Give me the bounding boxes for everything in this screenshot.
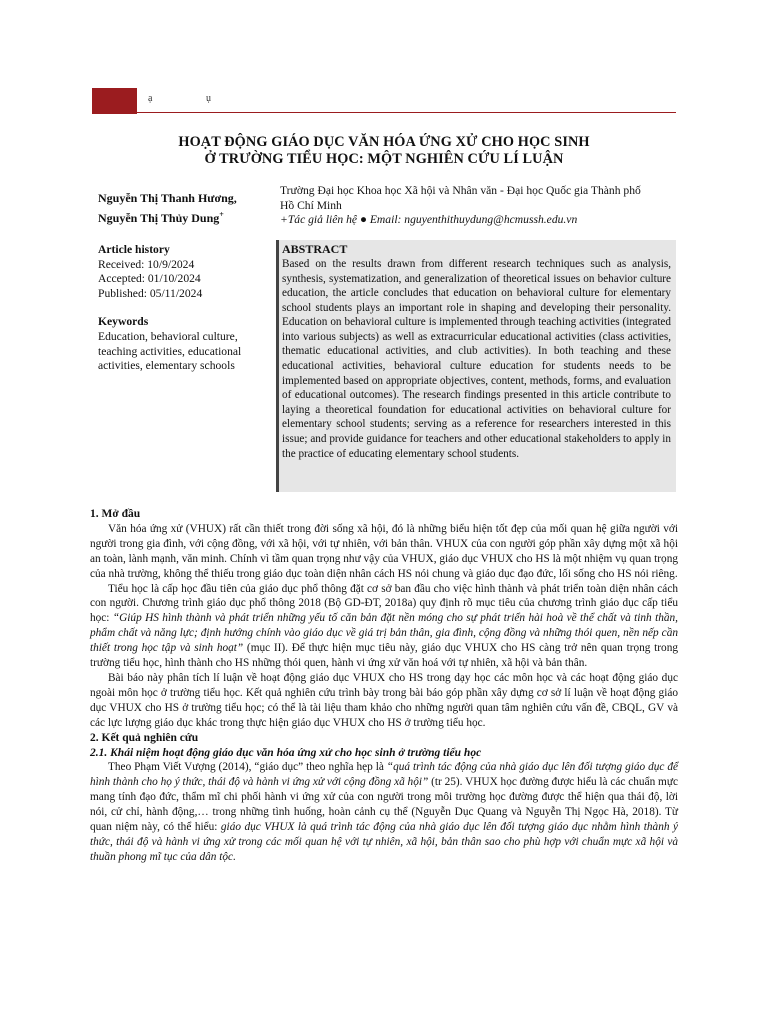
author-list	[98, 191, 273, 226]
title-line-1: HOẠT ĐỘNG GIÁO DỤC VĂN HÓA ỨNG XỬ CHO HỌC SINH	[178, 134, 590, 150]
keywords-heading: Keywords	[98, 315, 149, 329]
title-line-2: Ở TRƯỜNG TIỂU HỌC: MỘT NGHIÊN CỨU LÍ LUẬN	[204, 151, 564, 167]
vhux-definition: giáo dục VHUX là quá trình tác động của nhà giáo dục lên đối tượng giáo dục nhằm hình thành ý thức, thái độ và hành vi ứng xử trong các mối quan hệ với tự nhiên, xã hội, bản thân sao cho phù hợp với chuẩn mực xã hội và thuần phong mĩ tục của dân tộc.	[90, 821, 678, 863]
section-heading-1: 1. Mở đầu	[90, 508, 141, 520]
published-date: Published: 05/11/2024	[98, 286, 203, 300]
paper-title	[92, 134, 676, 168]
header-rule	[137, 112, 676, 113]
abstract-text: Based on the results drawn from different research techniques such as analysis, synthesis, systematization, and generalization of theoretical issues on behavior culture education, the article concludes that education on behavioral culture for elementary school students plays an important role in shaping and developing their personality. Education on behavioral culture is implemented through teaching activities (integrated into various subjects) as well as extracurricular educational activities (class activities, thematic educational activities, and club activities). In both teaching and these educational activities, behavioral culture education for students needs to be implemented based on appropriate objectives, content, methods, forms, and evaluation of educational outcomes). The research findings presented in this article contribute to laying a theoretical foundation for educational activities on behavioral culture for elementary school students; serving as a reference for researchers interested in this issue; and provide guidance for teachers and other educational stakeholders to apply in the practice of educating elementary school students.	[282, 258, 671, 460]
corresponding-mark: +	[219, 209, 224, 219]
accepted-date: Accepted: 01/10/2024	[98, 272, 201, 286]
received-date: Received: 10/9/2024	[98, 257, 195, 271]
paragraph-2: Tiểu học là cấp học đầu tiên của giáo dục phổ thông đặt cơ sở ban đầu cho việc hình thành và phát triển toàn diện nhân cách con người. Chương trình giáo dục phổ thông 2018 (Bộ GD-ĐT, 2018a) quy định rõ mục tiêu của chương trình giáo dục cấp tiểu học: “Giúp HS hình thành và phát triển những yếu tố căn bản đặt nền móng cho sự phát triển hài hoà về thể chất và tinh thần, phẩm chất và năng lực; định hướng chính vào giáo dục về giá trị bản thân, gia đình, cộng đồng và những thói quen, nền nếp cần thiết trong học tập và sinh hoạt” (mục II). Để thực hiện mục tiêu này, giáo dục VHUX cho HS càng trở nên quan trọng trong trường tiểu học, hình thành cho HS những thói quen, hành vi ứng xử văn hoá với tự nhiên, xã hội và bản thân.	[90, 582, 678, 670]
affiliation	[280, 184, 680, 228]
header-text-left: ạ	[148, 93, 153, 104]
abstract-heading: ABSTRACT	[282, 242, 348, 256]
institution-line-1: Trường Đại học Khoa học Xã hội và Nhân văn - Đại học Quốc gia Thành phố	[280, 184, 641, 197]
author-2: Nguyễn Thị Thủy Dung+	[98, 209, 224, 225]
journal-header-bar	[92, 88, 676, 114]
paragraph-3: Bài báo này phân tích lí luận về hoạt động giáo dục VHUX cho HS trong dạy học các môn học và các hoạt động giáo dục ngoài môn học ở trường tiểu học. Kết quả nghiên cứu trình bày trong bài báo góp phần xây dựng cơ sở lí luận về hoạt động giáo dục VHUX cho HS ở trường tiểu học; có thể là tài liệu tham khảo cho những người quan tâm nghiên cứu vấn đề, CBQL, GV và các lực lượng giáo dục khác trong thực hiện giáo dục VHUX cho HS ở trường tiểu học.	[90, 671, 678, 729]
definition-quote: “quá trình tác động của nhà giáo dục lên đối tượng giáo dục để hình thành cho họ ý thức, thái độ và hành vi ứng xử với cộng đồng xã hội”	[90, 761, 678, 789]
contact-email: +Tác giả liên hệ ● Email: nguyenthithuydung@hcmussh.edu.vn	[280, 213, 578, 226]
subsection-heading-2-1: 2.1. Khái niệm hoạt động giáo dục văn hóa ứng xử cho học sinh ở trường tiểu học	[90, 746, 482, 759]
curriculum-quote: “Giúp HS hình thành và phát triển những yếu tố căn bản đặt nền móng cho sự phát triển hài hoà về thể chất và tinh thần, phẩm chất và năng lực; định hướng chính vào giáo dục về giá trị bản thân, gia đình, cộng đồng và những thói quen, nền nếp cần thiết trong học tập và sinh hoạt”	[90, 612, 678, 655]
article-history-heading: Article history	[98, 243, 170, 256]
section-heading-2: 2. Kết quả nghiên cứu	[90, 731, 199, 744]
keywords-text: Education, behavioral culture, teaching activities, educational activities, elementary schools	[98, 329, 242, 373]
header-text-right: ụ	[206, 93, 211, 104]
author-1: Nguyễn Thị Thanh Hương,	[98, 191, 237, 205]
paragraph-4: Theo Phạm Viết Vượng (2014), “giáo dục” theo nghĩa hẹp là “quá trình tác động của nhà giáo dục lên đối tượng giáo dục để hình thành cho họ ý thức, thái độ và hành vi ứng xử với cộng đồng xã hội” (tr 25). VHUX học đường được hiểu là các chuẩn mực mang tính đạo đức, thẩm mĩ chi phối hành vi ứng xử của con người trong môi trường học đường được thể hiện qua thái độ, lời nói, cử chỉ, hành động,… trong những tình huống, hoàn cảnh cụ thể (Nguyễn Dục Quang và Nguyễn Thị Ngọc Hà, 2018). Từ quan niệm này, có thể hiểu: giáo dục VHUX là quá trình tác động của nhà giáo dục lên đối tượng giáo dục nhằm hình thành ý thức, thái độ và hành vi ứng xử trong các mối quan hệ với tự nhiên, xã hội, bản thân sao cho phù hợp với chuẩn mực xã hội và thuần phong mĩ tục của dân tộc.	[90, 761, 678, 863]
article-body	[90, 507, 678, 865]
article-sidebar	[98, 243, 268, 374]
paragraph-1: Văn hóa ứng xử (VHUX) rất cần thiết trong đời sống xã hội, đó là những biểu hiện tốt đẹp của mối quan hệ giữa người với người trong gia đình, với cộng đồng, với xã hội, với tự nhiên, với bản thân. VHUX của con người góp phần xây dựng một xã hội an toàn, lành mạnh, văn minh. Chính vì tầm quan trọng như vậy của VHUX, giáo dục VHUX cho HS là một nhiệm vụ quan trọng của nhà trường, không thể thiếu trong giáo dục toàn diện nhân cách HS nói chung và giáo dục đạo đức, lối sống cho HS nói riêng.	[90, 522, 678, 580]
institution-line-2: Hồ Chí Minh	[280, 198, 342, 212]
header-color-block	[92, 88, 137, 114]
